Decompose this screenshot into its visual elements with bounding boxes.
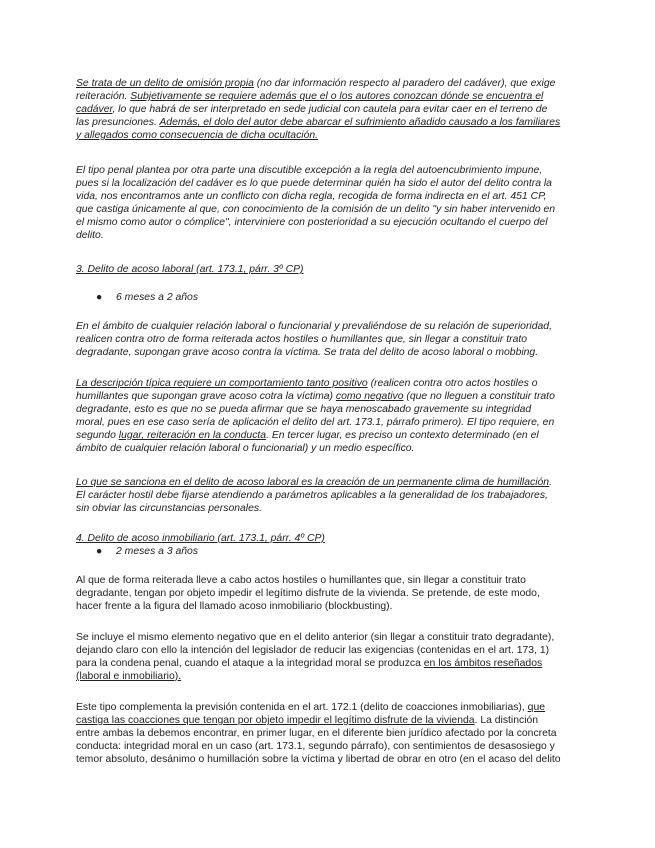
text: .: [549, 477, 552, 488]
paragraph-acoso-inmobiliario: [76, 574, 576, 613]
text-line: ámbito de cualquier relación laboral o funcionarial) y un medio específico.: [76, 443, 415, 454]
paragraph-elemento-negativo: [76, 631, 576, 683]
underlined-text: La descripción típica requiere un comportamiento tanto positivo: [76, 378, 368, 389]
text-line: degradante, tengan por objeto impedir el legítimo disfrute de la vivienda. Se pretende, de este modo,: [76, 588, 540, 599]
bullet-icon: ●: [96, 546, 103, 557]
text: . En tercer lugar, es preciso un contexto determinado (en el: [266, 430, 539, 441]
underlined-text: castiga las coacciones que tengan por objeto impedir el legítimo disfrute de la vivienda: [76, 715, 475, 726]
text-line: degradante, esto es que no se pueda afirmar que se haya menoscabado gravemente su integridad: [76, 404, 532, 415]
paragraph-clima-humillacion: [76, 476, 576, 515]
text-line: En el ámbito de cualquier relación laboral o funcionarial y prevaliéndose de su relación de superioridad,: [76, 321, 552, 332]
text-line: temor absoluto, desánimo o humillación sobre la víctima y libertad de obrar en otro (en el acaso del delito: [76, 754, 561, 765]
bullet-item-pena-laboral: [96, 291, 198, 304]
underlined-text: que: [527, 702, 546, 713]
text-line: El carácter hostil debe fijarse atendiendo a parámetros aplicables a la generalidad de los trabajadores,: [76, 490, 548, 501]
section-heading-acoso-inmobiliario: 4. Delito de acoso inmobiliario (art. 173.1, párr. 4º CP): [76, 533, 325, 544]
paragraph-coacciones-inmobiliarias: [76, 701, 576, 766]
text-line: delito.: [76, 230, 104, 241]
paragraph-autoencubrimiento: [76, 164, 576, 242]
text: (no dar información respecto al paradero del cadáver), que exige: [253, 78, 556, 89]
section-heading-acoso-laboral: 3. Delito de acoso laboral (art. 173.1, párr. 3º CP): [76, 264, 304, 275]
underlined-text: cadáver: [76, 104, 113, 115]
text-line: Se incluye el mismo elemento negativo que en el delito anterior (sin llegar a constituir trato degradante),: [76, 632, 555, 643]
text-line: entre ambas la debemos encontrar, en primer lugar, en el diferente bien jurídico afectado por la concreta: [76, 728, 557, 739]
bullet-icon: ●: [96, 292, 103, 303]
paragraph-acoso-laboral: [76, 320, 576, 359]
text-line: hacer frente a la figura del llamado acoso inmobiliario (blockbusting).: [76, 601, 393, 612]
text: humillantes que supongan grave acoso cotra la víctima): [76, 391, 336, 402]
text-line: dejando claro con ello la intención del legislador de reducir las exigencias (contenidas en el art. 173, 1): [76, 645, 550, 656]
bullet-text: 6 meses a 2 años: [116, 292, 199, 303]
paragraph-descripcion-tipica: [76, 377, 576, 455]
text: , lo que habrá de ser interpretado en sede judicial con cautela para evitar caer en el terreno de: [112, 104, 548, 115]
text-line: moral, pues en ese caso sería de aplicación el delito del art. 173.1, párrafo primero). El tipo requiere, en: [76, 417, 555, 428]
underlined-text: en los ámbitos reseñados: [423, 658, 543, 669]
underlined-text: Además, el dolo del autor debe abarcar el sufrimiento añadido causado a los familiares: [159, 117, 561, 128]
text-line: Al que de forma reiterada lleve a cabo actos hostiles o humillantes que, sin llegar a constituir trato: [76, 575, 526, 586]
underlined-text: Subjetivamente se requiere además que el o los autores conozcan dónde se encuentra el: [130, 91, 544, 102]
bullet-item-pena-inmobiliario: [96, 545, 198, 558]
paragraph-omision: [76, 77, 576, 142]
text: . La distinción: [474, 715, 539, 726]
underlined-text: Se trata de un delito de omisión propia: [76, 78, 254, 89]
text-line: sin obviar las circunstancias personales.: [76, 503, 262, 514]
underlined-text: Lo que se sanciona en el delito de acoso laboral es la creación de un permanente clima de humillación: [76, 477, 550, 488]
text-line: que castiga únicamente al que, con conocimiento de la comisión de un delito "y sin haber intervenido en: [76, 204, 556, 215]
text-line: vida, nos encontramos ante un conflicto con dicha regla, recogida de forma indirecta en el art. 451 CP,: [76, 191, 547, 202]
text: (realicen contra otro actos hostiles o: [367, 378, 538, 389]
text-line: El tipo penal plantea por otra parte una discutible excepción a la regla del autoencubrimiento impune,: [76, 165, 543, 176]
underlined-text: lugar, reiteración en la conducta: [118, 430, 267, 441]
text: para la condena penal, cuando el ataque a la integridad moral se produzca: [76, 658, 424, 669]
text: segundo: [76, 430, 119, 441]
text-line: realicen contra otro de forma reiterada actos hostiles o humillantes que, sin llegar a constituir trato: [76, 334, 528, 345]
text: (que no lleguen a constituir trato: [403, 391, 555, 402]
bullet-text: 2 meses a 3 años: [116, 546, 199, 557]
text-line: el mismo como autor o cómplice", interviniere con posterioridad a su ejecución ocultando el cuerpo del: [76, 217, 548, 228]
text: Este tipo complementa la previsión contenida en el art. 172.1 (delito de coacciones inmobiliarias),: [76, 702, 528, 713]
text: reiteración.: [76, 91, 131, 102]
underlined-text: como negativo: [335, 391, 404, 402]
text-line: degradante, supongan grave acoso contra la víctima. Se trata del delito de acoso laboral o mobbing.: [76, 347, 539, 358]
text: las presunciones.: [76, 117, 160, 128]
underlined-text: y allegados como consecuencia de dicha ocultación.: [76, 130, 319, 141]
text-line: conducta: integridad moral en un caso (art. 173.1, segundo párrafo), con sentimientos de desasosiego y: [76, 741, 555, 752]
text-line: pues si la localización del cadáver es lo que puede determinar quién ha sido el autor del delito contra la: [76, 178, 552, 189]
underlined-text: (laboral e inmobiliario).: [76, 671, 182, 682]
